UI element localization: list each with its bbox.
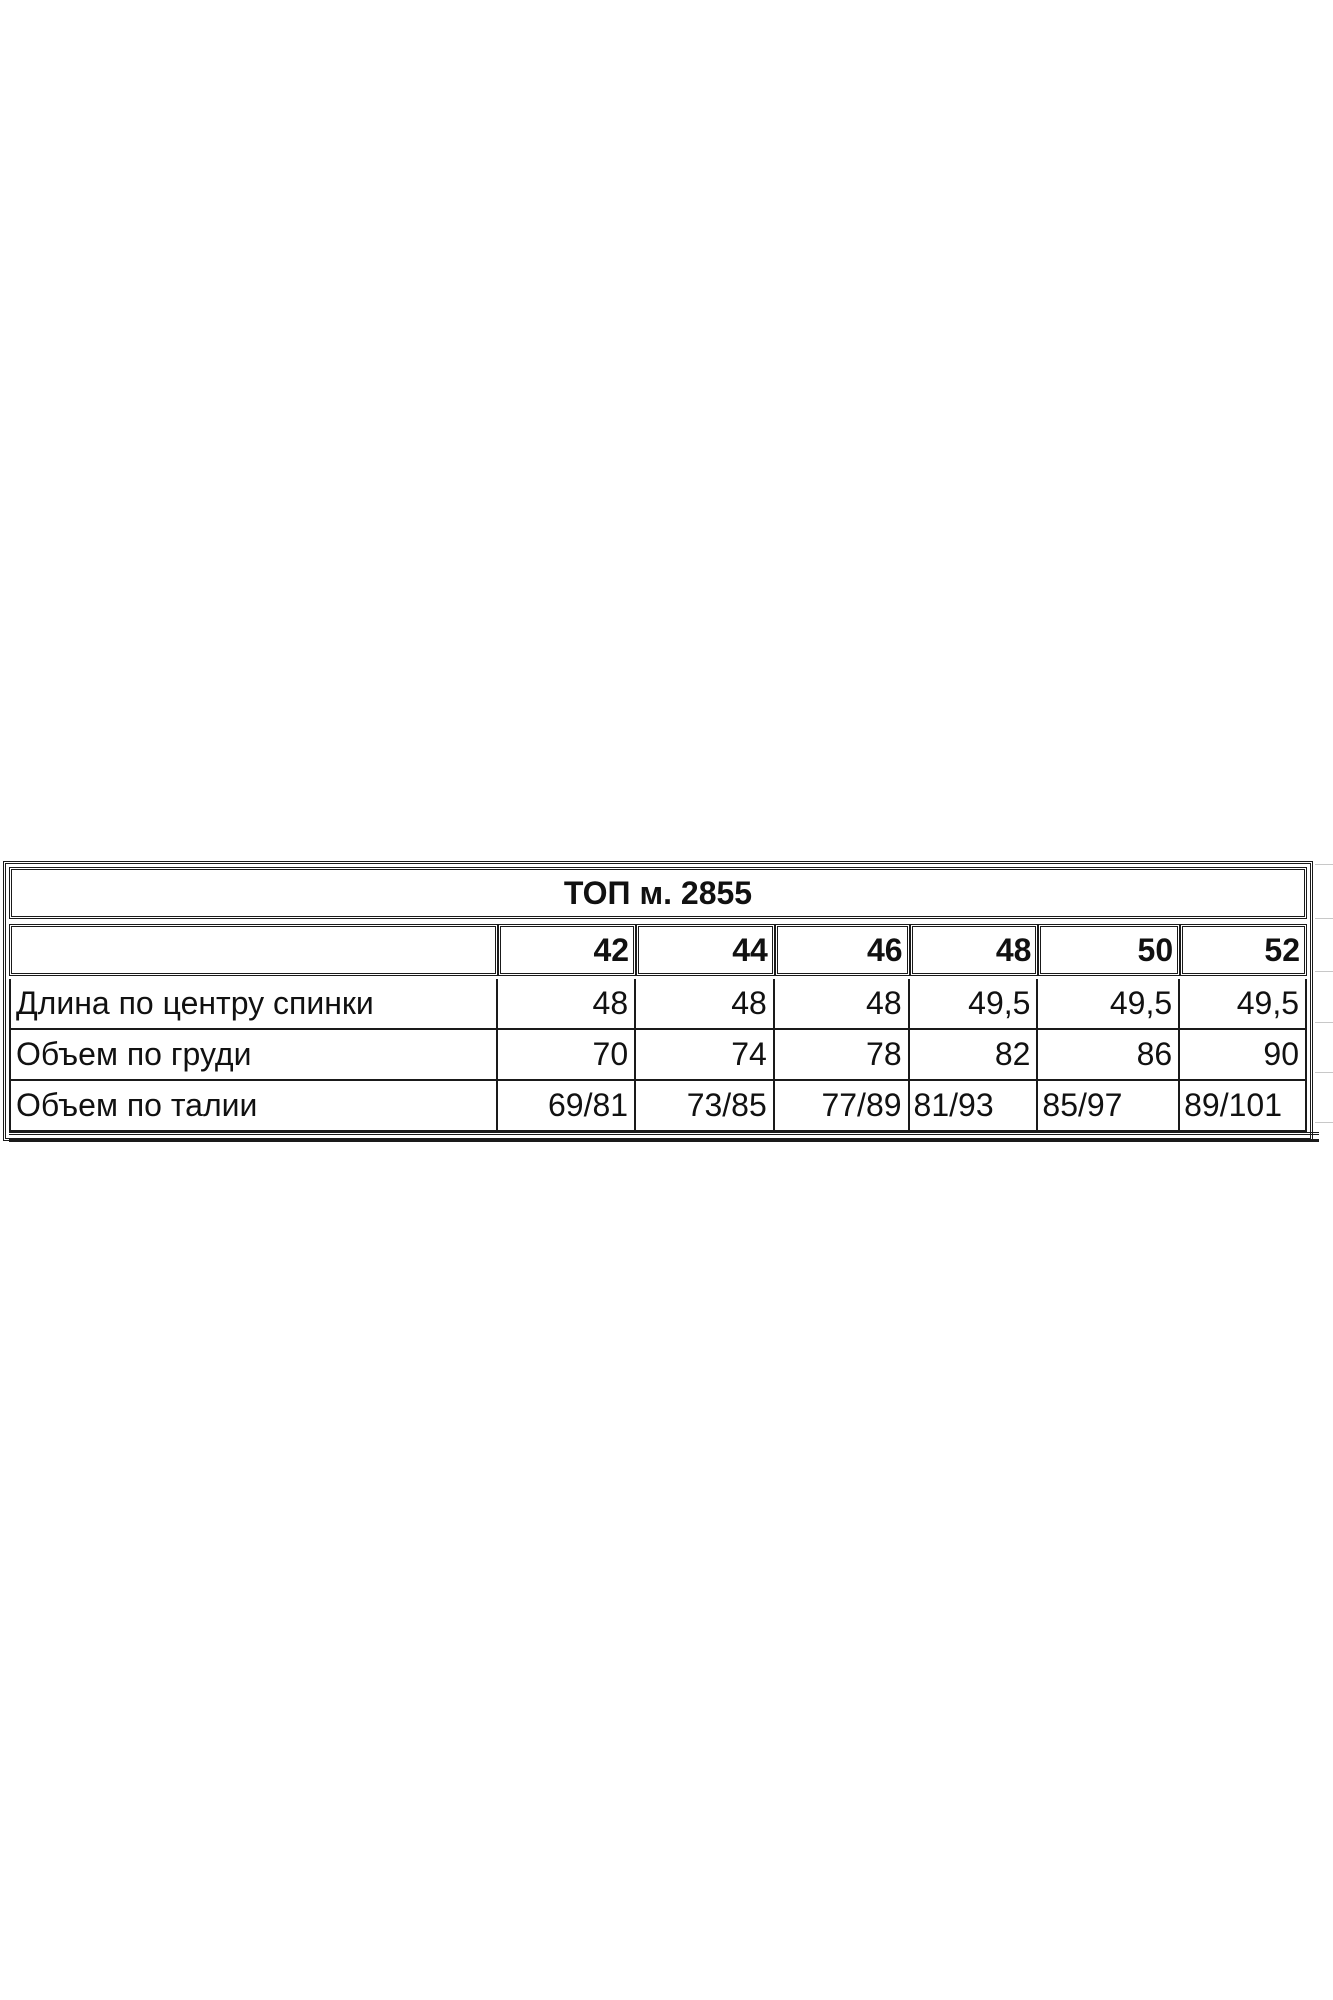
table-title: ТОП м. 2855 (9, 867, 1307, 919)
table-cell: 73/85 (636, 1081, 775, 1130)
table-cell: 70 (498, 1030, 636, 1079)
table-cell: 77/89 (775, 1081, 910, 1130)
table-cell: 86 (1038, 1030, 1180, 1079)
table-cell: 49,5 (910, 979, 1039, 1028)
row-label: Объем по груди (9, 1030, 498, 1079)
size-chart-sheet (0, 858, 1333, 1148)
table-cell: 81/93 (910, 1081, 1039, 1130)
size-header-cell: 48 (910, 924, 1039, 976)
table-cell: 49,5 (1038, 979, 1180, 1028)
gridline-stub (1315, 1072, 1333, 1073)
table-cell: 48 (636, 979, 775, 1028)
table-row-waist (9, 1081, 1307, 1132)
size-header-cell: 50 (1038, 924, 1180, 976)
table-row-chest (9, 1030, 1307, 1081)
table-cell: 85/97 (1038, 1081, 1180, 1130)
header-empty-cell (9, 924, 498, 976)
gridline-stub (1315, 1022, 1333, 1023)
row-label: Объем по талии (9, 1081, 498, 1130)
table-cell: 78 (775, 1030, 910, 1079)
table-cell: 90 (1180, 1030, 1307, 1079)
gridline-stub (1315, 971, 1333, 972)
gridline-stub (1315, 918, 1333, 919)
table-cell: 49,5 (1180, 979, 1307, 1028)
table-cell: 74 (636, 1030, 775, 1079)
size-header-cell: 44 (636, 924, 775, 976)
gridline-stub (1315, 1122, 1333, 1123)
size-header-row (9, 924, 1307, 976)
row-label: Длина по центру спинки (9, 979, 498, 1028)
table-row-back-length (9, 979, 1307, 1030)
table-cell: 82 (910, 1030, 1039, 1079)
size-header-cell: 46 (775, 924, 910, 976)
table-bottom-border (9, 1132, 1319, 1142)
size-header-cell: 52 (1180, 924, 1307, 976)
gridline-stub (1315, 864, 1333, 865)
size-header-cell: 42 (498, 924, 636, 976)
measurement-rows (9, 979, 1307, 1132)
table-cell: 48 (775, 979, 910, 1028)
table-cell: 48 (498, 979, 636, 1028)
table-cell: 89/101 (1180, 1081, 1307, 1130)
size-table (3, 861, 1313, 1141)
table-cell: 69/81 (498, 1081, 636, 1130)
